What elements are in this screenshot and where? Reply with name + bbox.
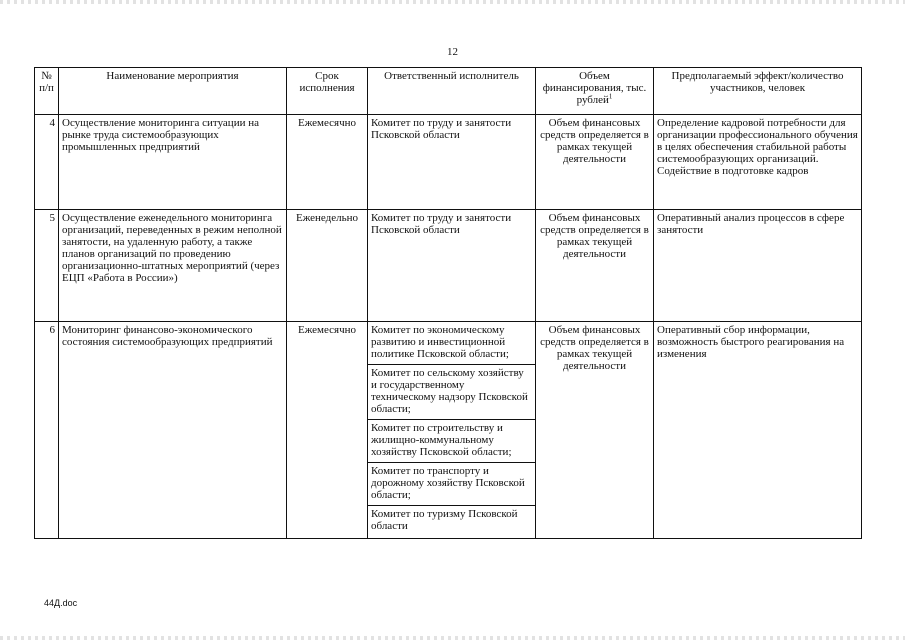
executor-entry: Комитет по экономическому развитию и инвестиционной политике Псковской области;	[371, 324, 509, 360]
row-funding: Объем финансовых средств определяется в рамках текущей деятельности	[536, 115, 654, 210]
row-name: Осуществление мониторинга ситуации на рынке труда системообразующих промышленных предприятий	[59, 115, 287, 210]
row-effect: Определение кадровой потребности для организации профессионального обучения в целях обеспечения стабильной работы системообразующих организаций. Содействие в подготовке кадров	[654, 115, 862, 210]
footnote-marker: 1	[608, 92, 613, 101]
row-executor	[368, 210, 536, 322]
table-header-row	[35, 68, 862, 115]
scan-artifact-top	[0, 0, 905, 4]
row-executor	[368, 115, 536, 210]
row-num: 5	[35, 210, 59, 322]
header-term: Срок исполнения	[287, 68, 368, 115]
executor-entry: Комитет по строительству и жилищно-коммунальному хозяйству Псковской области;	[368, 419, 535, 458]
row-num: 6	[35, 322, 59, 539]
header-funding-label: Объем финансирования, тыс. рублей	[542, 70, 647, 106]
row-funding: Объем финансовых средств определяется в рамках текущей деятельности	[536, 322, 654, 539]
row-executor	[368, 322, 536, 539]
row-term: Ежемесячно	[287, 115, 368, 210]
header-num: № п/п	[35, 68, 59, 115]
row-term: Еженедельно	[287, 210, 368, 322]
header-effect: Предполагаемый эффект/количество участников, человек	[654, 68, 862, 115]
header-name: Наименование мероприятия	[59, 68, 287, 115]
header-funding	[536, 68, 654, 115]
row-name: Мониторинг финансово-экономического состояния системообразующих предприятий	[59, 322, 287, 539]
footer-filename: 44Д.doc	[44, 598, 78, 608]
table-row	[35, 322, 862, 539]
executor-entry: Комитет по сельскому хозяйству и государственному техническому надзору Псковской области;	[368, 364, 535, 415]
table-row	[35, 115, 862, 210]
measures-table	[34, 67, 862, 539]
row-term: Ежемесячно	[287, 322, 368, 539]
row-funding: Объем финансовых средств определяется в рамках текущей деятельности	[536, 210, 654, 322]
row-num: 4	[35, 115, 59, 210]
executor-entry: Комитет по труду и занятости Псковской области	[371, 212, 512, 236]
page-number: 12	[447, 46, 458, 58]
row-effect: Оперативный сбор информации, возможность быстрого реагирования на изменения	[654, 322, 862, 539]
table-row	[35, 210, 862, 322]
executor-entry: Комитет по транспорту и дорожному хозяйству Псковской области;	[368, 462, 535, 501]
header-executor: Ответственный исполнитель	[368, 68, 536, 115]
executor-entry: Комитет по туризму Псковской области	[368, 505, 535, 532]
row-name: Осуществление еженедельного мониторинга организаций, переведенных в режим неполной занятости, на удаленную работу, а также планов организаций по проведению организационно-штатных мероприятий (через ЕЦП «Работа в России»)	[59, 210, 287, 322]
executor-entry: Комитет по труду и занятости Псковской области	[371, 117, 512, 141]
row-effect: Оперативный анализ процессов в сфере занятости	[654, 210, 862, 322]
scan-artifact-bottom	[0, 636, 905, 640]
